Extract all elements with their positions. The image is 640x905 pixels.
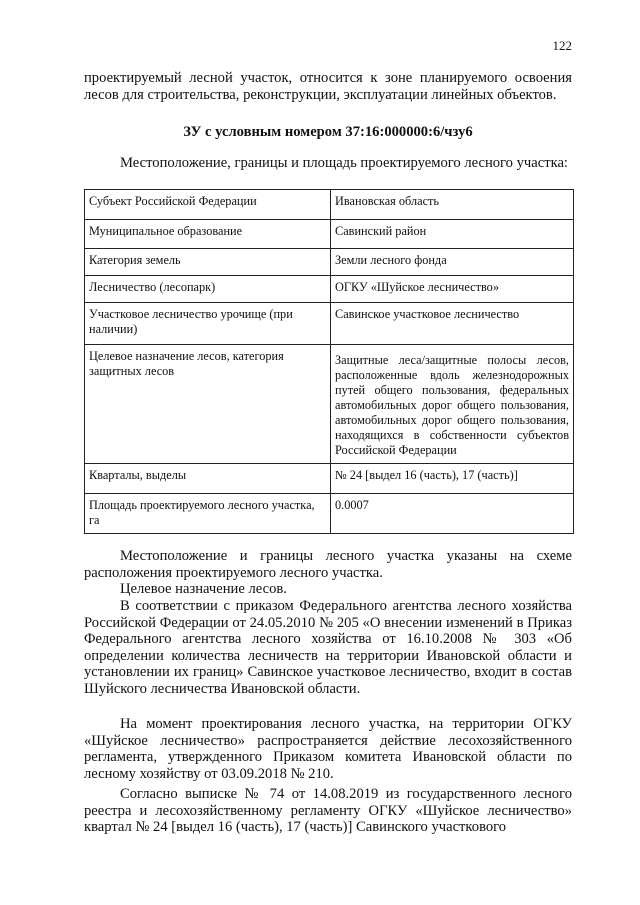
land-plot-table <box>84 189 574 534</box>
table-cell-label: Участковое лесничество урочище (при наличии) <box>85 303 331 345</box>
table-cell-label: Муниципальное образование <box>85 220 331 249</box>
section-heading: ЗУ с условным номером 37:16:000000:6/чзу6 <box>183 124 473 140</box>
body-paragraph: В соответствии с приказом Федерального агентства лесного хозяйства Российской Федерации от 24.05.2010 № 205 «О внесении изменений в Приказ Федерального агентства лесного хозяйства от 16.10.2008 № 303 «Об определении количества лесничеств на территории Ивановской области и установлении их границ» Савинское участковое лесничество, входит в состав Шуйского лесничества Ивановской области. <box>84 598 572 697</box>
table-cell-value: Савинский район <box>331 220 574 249</box>
table-cell-label: Кварталы, выделы <box>85 464 331 494</box>
table-cell-value: 0.0007 <box>331 494 574 534</box>
table-cell-value: № 24 [выдел 16 (часть), 17 (часть)] <box>331 464 574 494</box>
table-caption: Местоположение, границы и площадь проектируемого лесного участка: <box>120 155 568 171</box>
table-cell-value: Ивановская область <box>331 190 574 220</box>
body-paragraph: Целевое назначение лесов. <box>120 581 287 597</box>
table-cell-value: Савинское участковое лесничество <box>331 303 574 345</box>
table-row <box>85 303 574 345</box>
table-row <box>85 190 574 220</box>
page-number: 122 <box>552 38 572 53</box>
table-cell-value: ОГКУ «Шуйское лесничество» <box>331 276 574 303</box>
body-paragraph: Согласно выписке № 74 от 14.08.2019 из государственного лесного реестра и лесохозяйственному регламенту ОГКУ «Шуйское лесничество» квартал № 24 [выдел 16 (часть), 17 (часть)] Савинского участкового <box>84 786 572 835</box>
table-cell-label: Площадь проектируемого лесного участка, га <box>85 494 331 534</box>
table-cell-value: Защитные леса/защитные полосы лесов, расположенные вдоль железнодорожных путей общего пользования, федеральных автомобильных дорог общего пользования, автомобильных дорог общего пользования, находящихся в собственности субъектов Российской Федерации <box>331 345 574 464</box>
table-cell-label: Лесничество (лесопарк) <box>85 276 331 303</box>
intro-paragraph: проектируемый лесной участок, относится к зоне планируемого освоения лесов для строительства, реконструкции, эксплуатации линейных объектов. <box>84 70 572 103</box>
table-row <box>85 464 574 494</box>
body-paragraph: На момент проектирования лесного участка, на территории ОГКУ «Шуйское лесничество» распространяется действие лесохозяйственного регламента, утвержденного Приказом комитета Ивановской области по лесному хозяйству от 03.09.2018 № 210. <box>84 716 572 782</box>
table-cell-value: Земли лесного фонда <box>331 249 574 276</box>
table-row <box>85 249 574 276</box>
table-row <box>85 494 574 534</box>
table-row <box>85 276 574 303</box>
table-row <box>85 345 574 464</box>
table-cell-label: Целевое назначение лесов, категория защитных лесов <box>85 345 331 464</box>
body-paragraph: Местоположение и границы лесного участка указаны на схеме расположения проектируемого лесного участка. <box>84 548 572 581</box>
table-cell-label: Категория земель <box>85 249 331 276</box>
table-cell-label: Субъект Российской Федерации <box>85 190 331 220</box>
table-row <box>85 220 574 249</box>
